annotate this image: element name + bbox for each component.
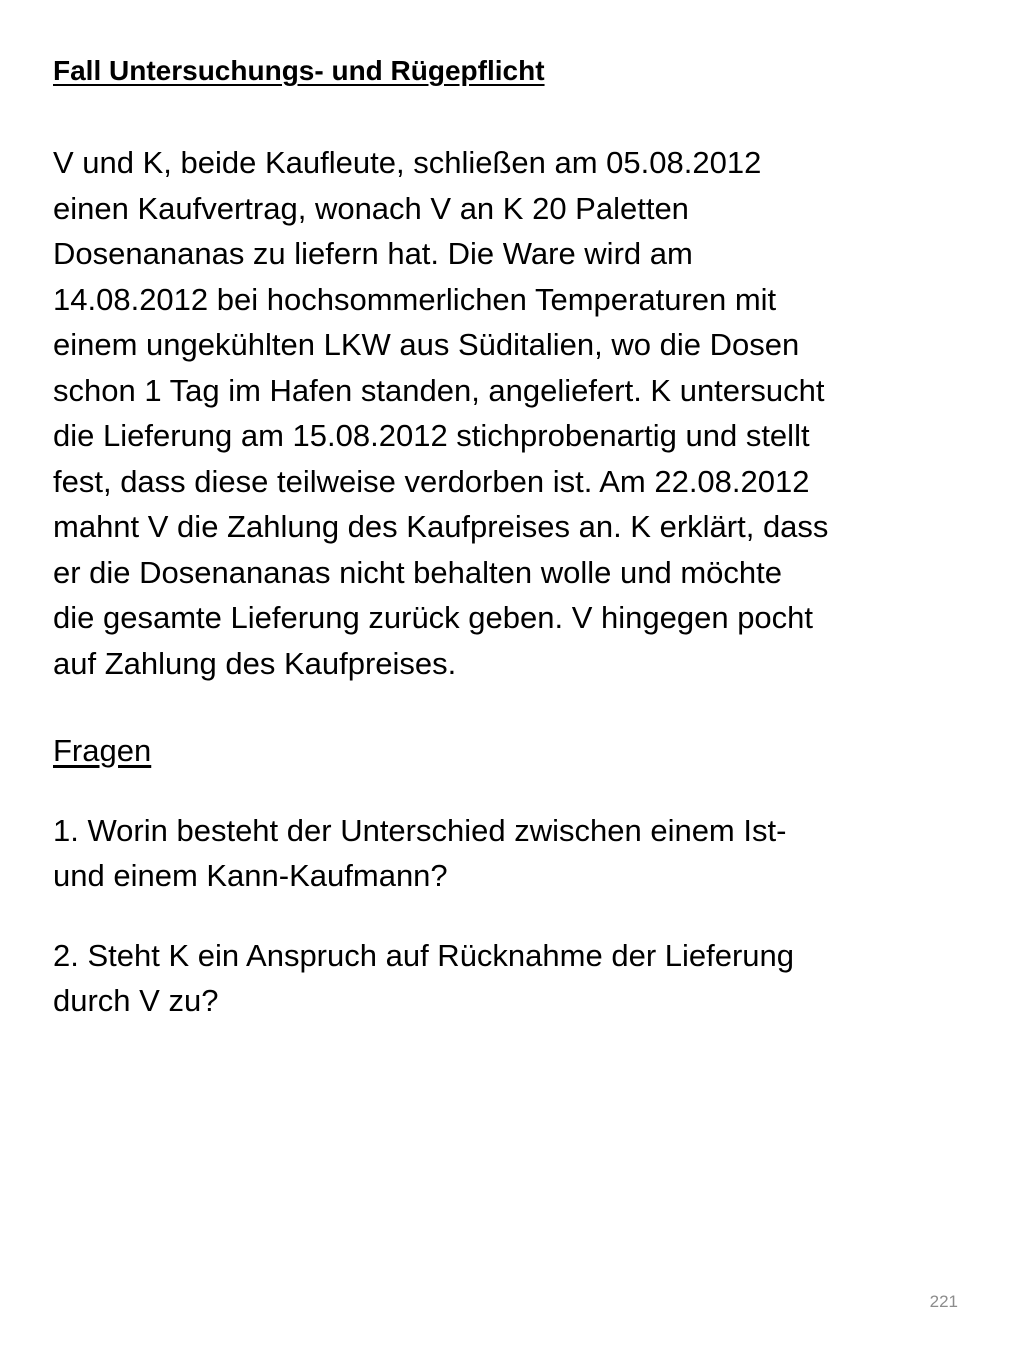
case-line: Dosenananas zu liefern hat. Die Ware wird am	[53, 236, 693, 271]
case-line: auf Zahlung des Kaufpreises.	[53, 645, 457, 681]
case-line: mahnt V die Zahlung des Kaufpreises an. K erklärt, dass	[53, 509, 829, 544]
case-line: einem ungekühlten LKW aus Süditalien, wo die Dosen	[53, 327, 800, 362]
case-line: schon 1 Tag im Hafen standen, angeliefert. K untersucht	[53, 372, 825, 408]
case-title: Fall Untersuchungs- und Rügepflicht	[53, 55, 545, 86]
case-line: die gesamte Lieferung zurück geben. V hingegen pocht	[53, 600, 814, 635]
case-line: einen Kaufvertrag, wonach V an K 20 Paletten	[53, 190, 689, 226]
question-line: 2. Steht K ein Anspruch auf Rücknahme der Lieferung	[53, 937, 795, 973]
case-description	[53, 140, 953, 686]
spacer	[53, 774, 953, 808]
questions-heading: Fragen	[53, 733, 152, 768]
question-line: 1. Worin besteht der Unterschied zwischen einem Ist-	[53, 812, 787, 848]
case-line: V und K, beide Kaufleute, schließen am 05.08.2012	[53, 145, 762, 180]
question-line: durch V zu?	[53, 983, 219, 1018]
questions-section	[53, 728, 953, 774]
case-line: er die Dosenananas nicht behalten wolle und möchte	[53, 554, 782, 590]
spacer	[53, 899, 953, 933]
slide-content	[53, 48, 953, 1024]
case-line: die Lieferung am 15.08.2012 stichprobenartig und stellt	[53, 418, 810, 453]
page-number: 221	[929, 1292, 958, 1311]
case-line: 14.08.2012 bei hochsommerlichen Temperaturen mit	[53, 281, 777, 317]
spacer	[53, 94, 953, 140]
case-line: fest, dass diese teilweise verdorben ist. Am 22.08.2012	[53, 463, 810, 499]
question-2	[53, 933, 953, 1024]
spacer	[53, 686, 953, 728]
question-line: und einem Kann-Kaufmann?	[53, 858, 448, 893]
question-1	[53, 808, 953, 899]
